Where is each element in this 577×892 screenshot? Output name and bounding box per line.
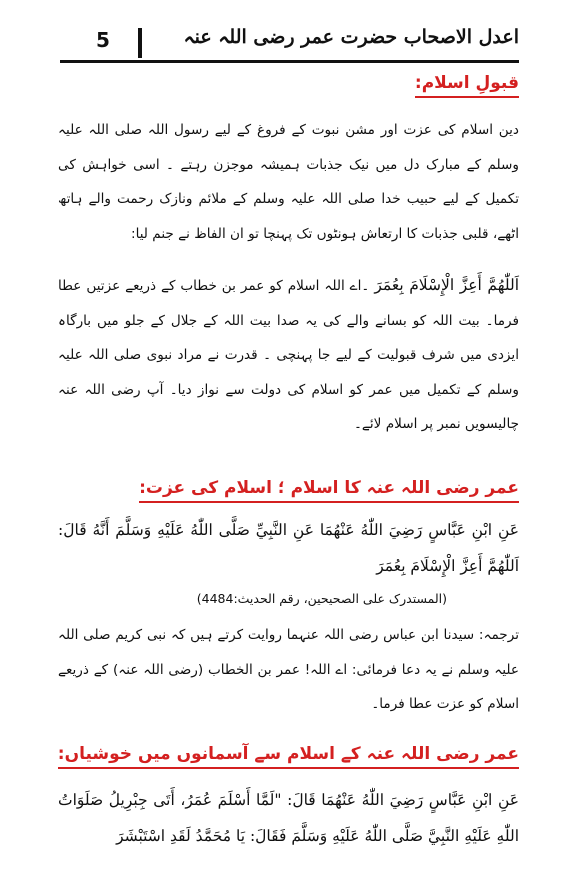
running-title: اعدل الاصحاب حضرت عمر رضی اللہ عنہ xyxy=(183,26,519,48)
page-header xyxy=(60,24,519,63)
section-heading-accepting-islam: قبولِ اسلام: xyxy=(415,73,519,98)
hadith-arabic-2: عَنِ ابْنِ عَبَّاسٍ رَضِيَ اللّٰهُ عَنْهُمَا قَالَ: "لَمَّا أَسْلَمَ عُمَرُ، أَتَى جِبْرِيلُ صَلَوَاتُ اللّٰهِ عَلَيْهِ النَّبِيَّ صَلَّى اللّٰهُ عَلَيْهِ وَسَلَّمَ فَقَالَ: يَا مُحَمَّدُ لَقَدِ اسْتَبْشَرَ xyxy=(58,791,519,845)
paragraph-intro xyxy=(58,113,519,251)
dua-arabic: اَللّٰهُمَّ أَعِزَّ الْإِسْلَامَ بِعُمَرَ xyxy=(374,276,519,294)
section-heading-islam-honor: عمر رضی اللہ عنہ کا اسلام ؛ اسلام کی عزت: xyxy=(139,478,519,503)
header-separator xyxy=(138,28,142,58)
paragraph-text xyxy=(58,268,519,442)
translation-text: ترجمہ: سیدنا ابن عباس رضی اللہ عنہما روایت کرتے ہیں کہ نبی کریم صلی اللہ علیہ وسلم نے یہ دعا فرمائی: اے اللہ! عمر بن الخطاب (رضی اللہ عنہ) کے ذریعے اسلام کو عزت عطا فرما۔ xyxy=(58,627,519,712)
translation xyxy=(58,618,519,722)
dua-continuation: ۔اے اللہ اسلام کو عمر بن خطاب کے ذریعے عزتیں عطا فرما۔ بیت اللہ کو بسانے والے کی یہ صدا بیت اللہ کے جلال کے جلو میں بارگاہ ایزدی میں شرف قبولیت کے لیے جا پہنچی ۔ قدرت نے مراد نبوی صلی اللہ علیہ وسلم کے تکمیل میں عمر کو اسلام کی دولت سے نواز دیا۔ آپ رضی اللہ عنہ چالیسویں نمبر پر اسلام لائے۔ xyxy=(58,278,519,432)
section-heading-heavens-joy: عمر رضی اللہ عنہ کے اسلام سے آسمانوں میں خوشیاں: xyxy=(58,744,519,769)
page-number: 5 xyxy=(96,28,110,52)
paragraph-dua xyxy=(58,268,519,442)
hadith-reference: (المستدرک علی الصحیحین، رقم الحدیث:4484) xyxy=(196,591,447,606)
hadith-arabic-1: عَنِ ابْنِ عَبَّاسٍ رَضِيَ اللّٰهُ عَنْهُمَا عَنِ النَّبِيِّ صَلَّى اللّٰهُ عَلَيْهِ وَسَلَّمَ أَنَّهُ قَالَ: اَللّٰهُمَّ أَعِزَّ الْإِسْلَامَ بِعُمَرَ xyxy=(58,521,519,575)
paragraph-text: دین اسلام کی عزت اور مشن نبوت کے فروغ کے لیے رسول اللہ صلی اللہ علیہ وسلم کے مبارک دل میں نیک جذبات ہمیشہ موجزن رہتے ۔ اسی خواہش کی تکمیل کے لیے حبیب خدا صلی اللہ علیہ وسلم کے ملائم ونازک رحمت والے ہاتھ اٹھے، قلبی جذبات کا ارتعاش ہونٹوں تک پہنچا تو ان الفاظ نے جنم لیا: xyxy=(58,122,519,242)
